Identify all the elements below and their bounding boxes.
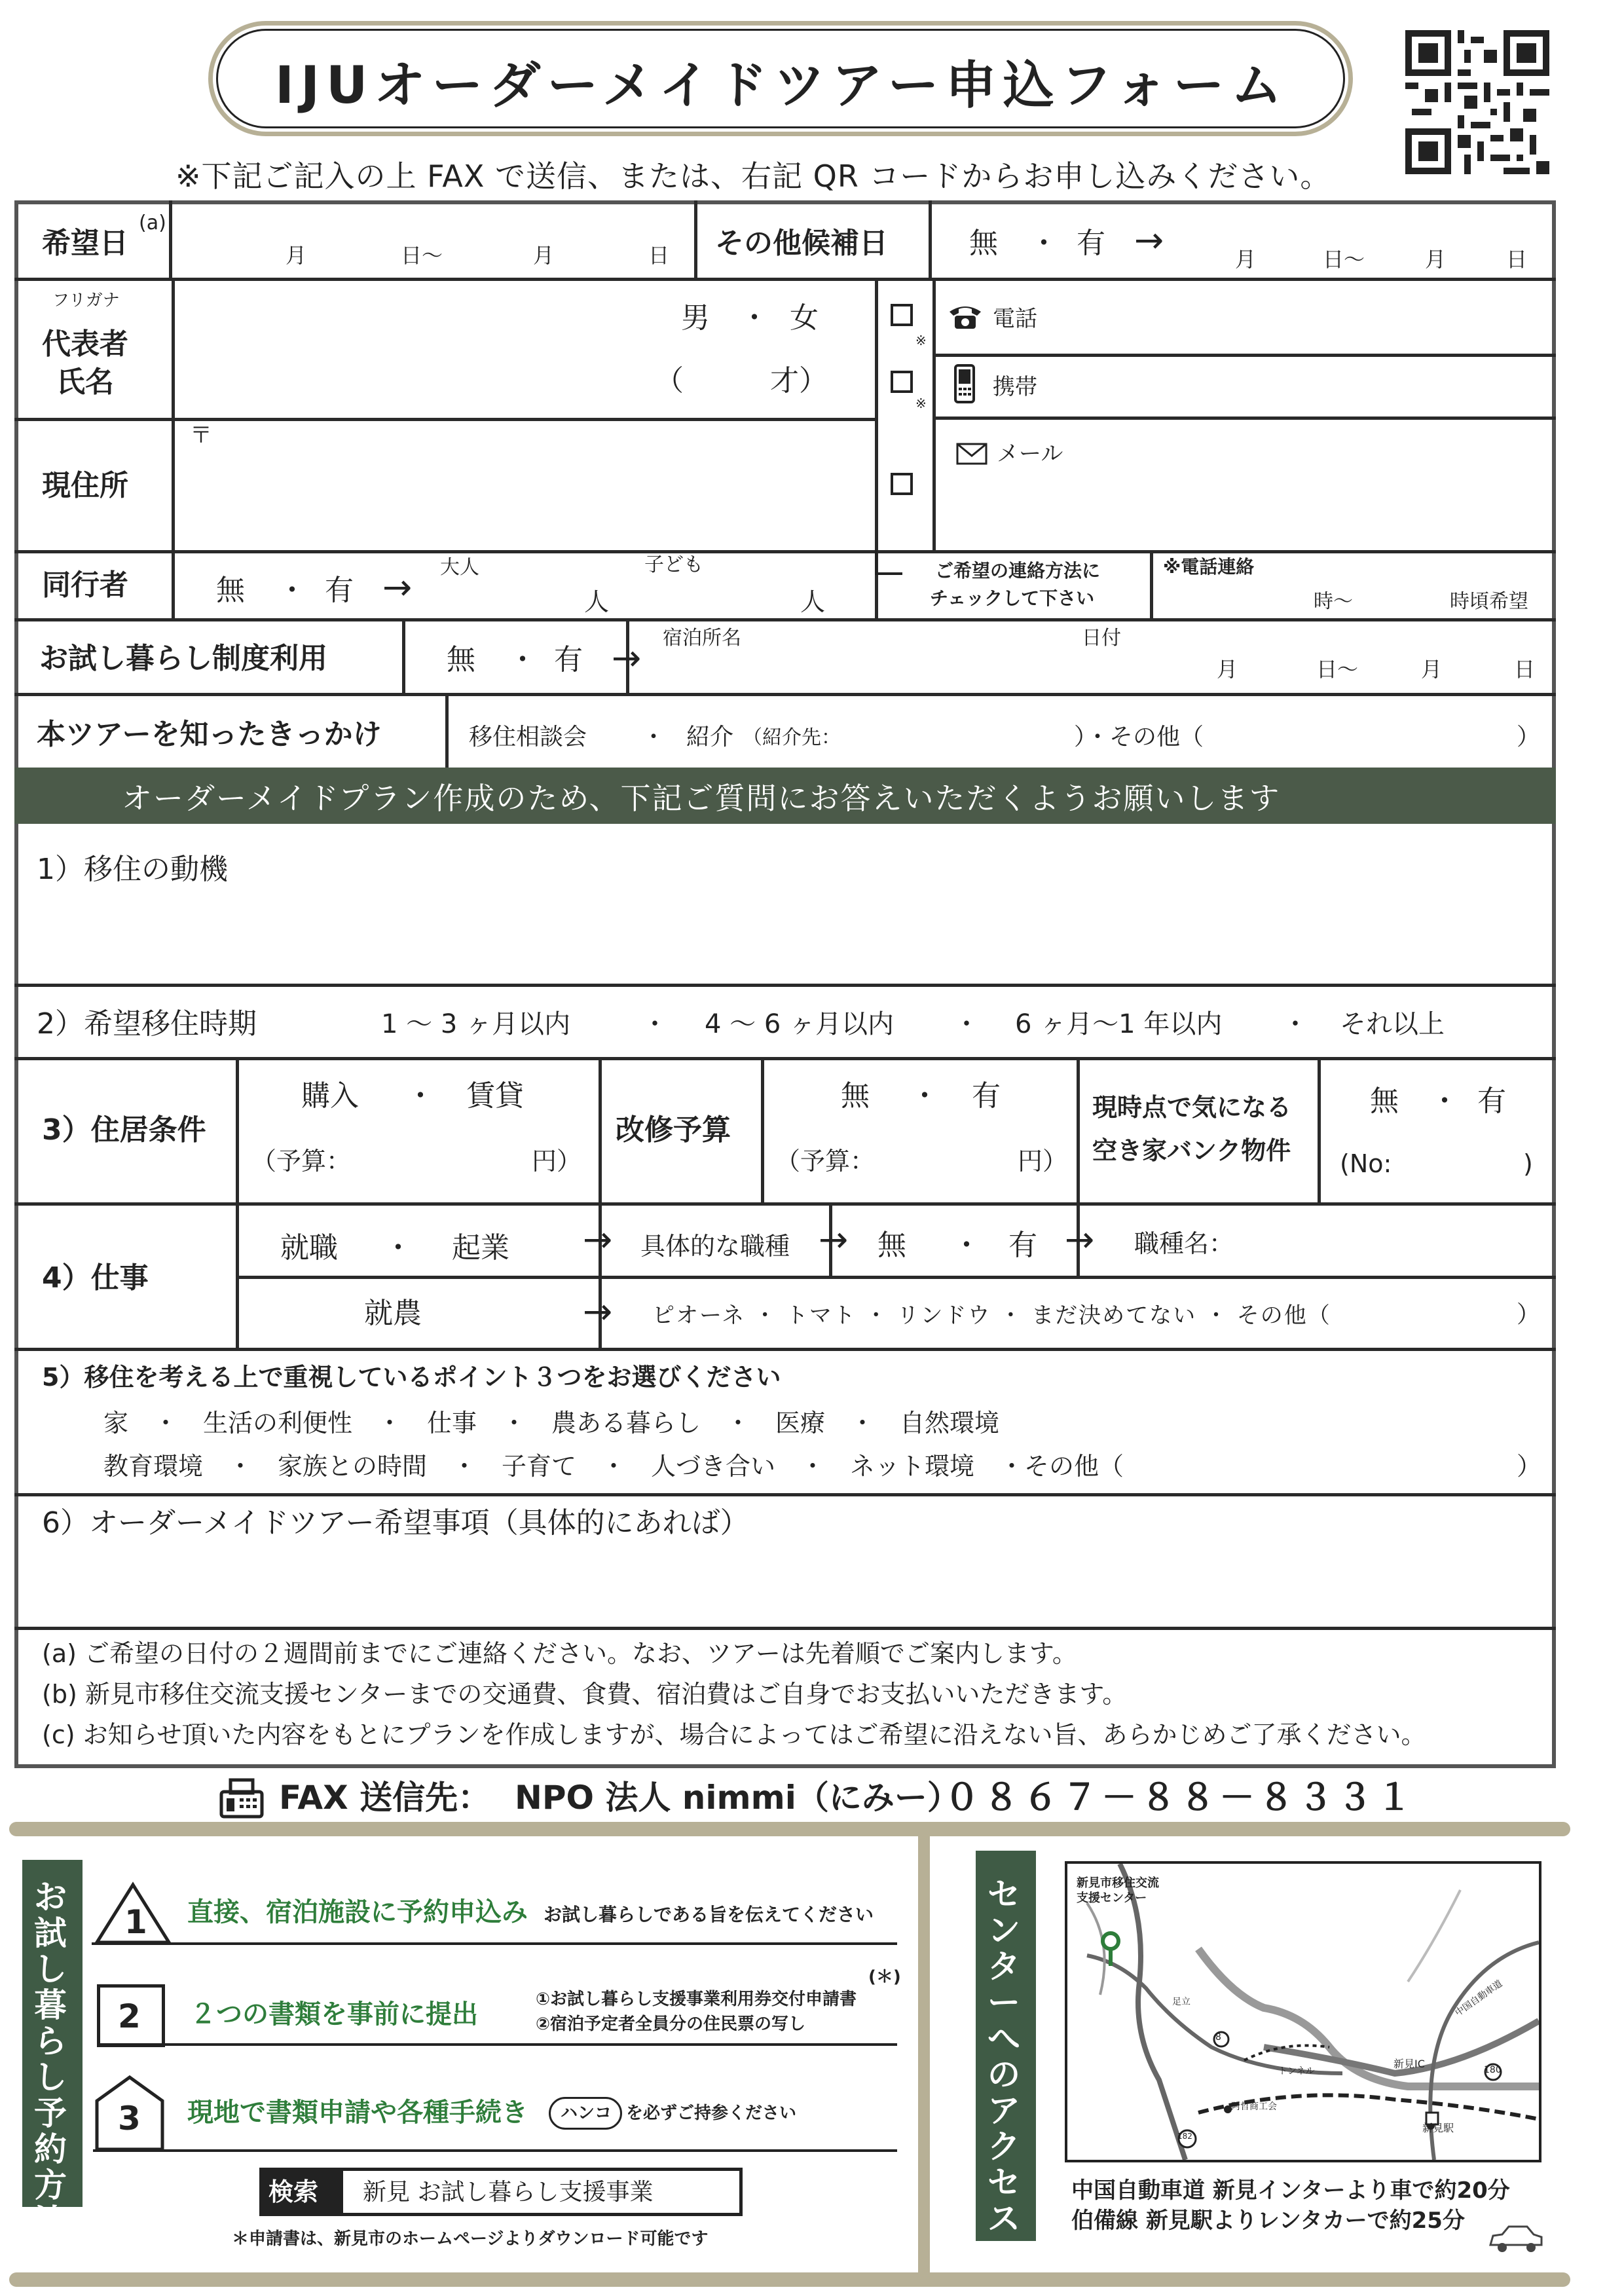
option-nashi[interactable]: 無	[877, 1229, 906, 1262]
row-divider	[14, 418, 877, 421]
col-divider	[172, 550, 175, 618]
q1-label: 1）移住の動機	[37, 853, 228, 886]
reservation-footnote: ＊申請書は、新見市のホームページよりダウンロード可能です	[232, 2229, 709, 2249]
akiya-label: 空き家バンク物件	[1092, 1136, 1291, 1165]
step-3-text: 現地で書類申請や各種手続き	[187, 2098, 528, 2128]
budget-yen: 円）	[1018, 1147, 1068, 1176]
lodging-label: 宿泊所名	[663, 627, 741, 650]
step-2-text: ２つの書類を事前に提出	[190, 1999, 478, 2029]
sep: ・	[642, 1009, 668, 1039]
step-number: 2	[118, 1997, 141, 2035]
row-divider	[14, 618, 1556, 621]
banner-text: オーダーメイドプラン作成のため、下記ご質問にお答えいただくようお願いします	[122, 781, 1281, 816]
mobile-checkbox[interactable]	[891, 371, 913, 393]
referral-open: （紹介先：	[743, 726, 841, 749]
adult-unit: 人	[584, 587, 610, 616]
map-label-r180: 180	[1484, 2065, 1502, 2075]
reform-label: 改修予算	[616, 1113, 731, 1147]
contact-note: チェックして下さい	[930, 587, 1095, 609]
q6-answer-area[interactable]	[26, 1548, 1532, 1620]
row-divider	[237, 1276, 1556, 1279]
search-label[interactable]: 検索	[268, 2177, 319, 2206]
step-2-sub: ②宿泊予定者全員分の住民票の写し	[536, 2014, 806, 2034]
option-startup[interactable]: 起業	[452, 1231, 509, 1265]
day-1: 日～	[1316, 657, 1359, 682]
access-title: センターへのアクセス	[987, 1876, 1020, 2238]
budget-open: （予算：	[775, 1147, 876, 1176]
sep: ・	[642, 724, 666, 750]
budget-open: （予算：	[251, 1147, 352, 1176]
mobile-icon	[953, 364, 976, 403]
arrow-icon: →	[1134, 219, 1164, 261]
option-ari[interactable]: 有	[1008, 1229, 1037, 1262]
search-text[interactable]: 新見 お試し暮らし支援事業	[363, 2179, 654, 2206]
label-kibobi: 希望日	[42, 227, 128, 260]
map-label-shoko: 阿哲商工会	[1231, 2102, 1277, 2112]
map-label-station: 新見駅	[1422, 2122, 1454, 2134]
month-4: 月	[1425, 247, 1447, 272]
label-other-dates: その他候補日	[715, 227, 888, 260]
map-label-ic: 新見IC	[1393, 2058, 1425, 2070]
mark: ※	[915, 396, 927, 411]
col-divider	[599, 1057, 602, 1202]
access-map	[1065, 1861, 1541, 2162]
mark: ※	[915, 333, 927, 348]
mail-label: メール	[997, 441, 1063, 467]
col-divider	[929, 200, 932, 278]
step-number: 3	[118, 2100, 141, 2138]
access-line: 中国自動車道 新見インターより車で約20分	[1071, 2177, 1510, 2204]
day-2: 日	[1514, 657, 1536, 682]
close-paren: ）	[1517, 1452, 1542, 1481]
option-female[interactable]: 女	[790, 301, 819, 335]
option-farm[interactable]: 就農	[364, 1297, 422, 1330]
step-underline	[97, 2043, 897, 2046]
option-buy[interactable]: 購入	[301, 1079, 359, 1113]
q2-option[interactable]: 6 ヶ月～1 年以内	[1015, 1009, 1223, 1039]
row-divider	[14, 550, 1556, 553]
map-label-center: 新見市移住交流 支援センター	[1077, 1876, 1159, 1906]
q5-label: 5）移住を考える上で重視しているポイント３つをお選びください	[42, 1363, 781, 1392]
phone-checkbox[interactable]	[891, 304, 913, 326]
label-address: 現住所	[42, 469, 128, 502]
close-paren: ）	[1517, 1301, 1541, 1328]
budget-yen: 円）	[532, 1147, 582, 1176]
day-2: 日	[648, 243, 670, 268]
phone-icon	[947, 303, 984, 331]
bracket-line	[875, 550, 902, 575]
month-2: 月	[1421, 657, 1443, 682]
option-nashi[interactable]: 無	[969, 227, 998, 260]
sep: ・	[740, 301, 769, 335]
q2-option[interactable]: 4 ～ 6 ヶ月以内	[705, 1009, 895, 1039]
reservation-title: お試し暮らし予約方法	[34, 1878, 67, 2240]
label-shimei: 氏名	[56, 365, 114, 399]
referral-close: ）・その他（	[1074, 724, 1204, 750]
option-ari[interactable]: 有	[554, 643, 583, 676]
col-divider	[761, 1057, 764, 1202]
sep: ・	[278, 574, 306, 607]
row-divider	[14, 1057, 1556, 1060]
sep: ・	[508, 643, 537, 676]
q3-label: 3）住居条件	[42, 1113, 206, 1147]
option-ari[interactable]: 有	[1477, 1084, 1506, 1118]
note-a: (a)	[139, 212, 166, 234]
no-open: (No:	[1340, 1149, 1392, 1178]
arrow-icon: →	[583, 1291, 613, 1332]
step-underline	[92, 1942, 897, 1945]
child-unit: 人	[800, 587, 826, 616]
col-divider	[1150, 550, 1153, 618]
map-label-tunnel: トンネル	[1278, 2066, 1315, 2077]
row-divider	[14, 278, 1556, 281]
option-seminar[interactable]: 移住相談会	[469, 724, 587, 750]
col-divider	[1077, 1057, 1080, 1202]
sep: ・	[953, 1009, 980, 1039]
map-label-r182: 182	[1177, 2132, 1192, 2141]
col-divider	[1318, 1057, 1321, 1202]
option-male[interactable]: 男	[681, 301, 710, 335]
close-paren: ）	[1517, 724, 1541, 750]
col-divider	[694, 200, 697, 278]
option-referral[interactable]: 紹介	[686, 724, 734, 750]
note: (c) お知らせ頂いた内容をもとにプランを作成しますが、場合によってはご希望に沿えない旨、あらかじめご了承ください。	[42, 1720, 1426, 1749]
fax-org: NPO 法人 nimmi（にみー）	[515, 1779, 960, 1817]
day-1: 日～	[401, 243, 443, 268]
fax-number: ０８６７－８８－８３３１	[944, 1777, 1416, 1818]
q2-option[interactable]: それ以上	[1340, 1009, 1445, 1039]
note: (a) ご希望の日付の２週間前までにご連絡ください。なお、ツアーは先着順でご案内します。	[42, 1639, 1077, 1668]
option-nashi[interactable]: 無	[841, 1079, 870, 1113]
map-label-highway: 中国自動車道	[1453, 1978, 1505, 2019]
specific-label: 具体的な職種	[640, 1232, 790, 1261]
arrow-icon: →	[583, 1219, 613, 1260]
step-underline	[93, 2149, 897, 2152]
phone-label: 電話	[993, 306, 1037, 332]
time-to: 時頃希望	[1450, 590, 1528, 613]
mobile-label: 携帯	[993, 374, 1037, 400]
col-divider	[169, 200, 172, 278]
col-divider	[172, 278, 175, 550]
option-ari[interactable]: 有	[325, 574, 354, 607]
day-3: 日～	[1323, 247, 1365, 272]
instruction-text: ※下記ご記入の上 FAX で送信、または、右記 QR コードからお申し込みください。	[175, 158, 1331, 194]
tan-bar	[9, 1822, 1570, 1836]
q2-label: 2）希望移住時期	[37, 1007, 257, 1041]
col-divider	[875, 278, 878, 550]
sep: ・	[910, 1079, 939, 1113]
contact-note: ご希望の連絡方法に	[935, 560, 1101, 582]
q5-line[interactable]: 家 ・ 生活の利便性 ・ 仕事 ・ 農ある暮らし ・ 医療 ・ 自然環境	[103, 1409, 1000, 1437]
page-title: IJUオーダーメイドツアー申込フォーム	[275, 56, 1289, 115]
label-trial: お試し暮らし制度利用	[39, 642, 327, 675]
q2-option[interactable]: 1 ～ 3 ヶ月以内	[381, 1009, 571, 1039]
row-divider	[934, 354, 1556, 357]
row-divider	[14, 693, 1556, 696]
adult-label: 大人	[440, 556, 479, 579]
row-divider	[934, 417, 1556, 420]
day-4: 日	[1506, 247, 1528, 272]
row-divider	[14, 984, 1556, 987]
month-1: 月	[286, 243, 307, 268]
option-nashi[interactable]: 無	[216, 574, 245, 607]
col-divider	[236, 1057, 239, 1202]
col-divider	[236, 1202, 239, 1348]
sep: ・	[384, 1231, 413, 1265]
jobname-label: 職種名：	[1134, 1229, 1234, 1258]
arrow-icon: →	[382, 566, 413, 608]
row-divider	[14, 1627, 1556, 1630]
tan-bar	[9, 2272, 1570, 2287]
furigana-label: フリガナ	[52, 291, 120, 310]
step-number: 1	[124, 1903, 147, 1941]
tan-divider	[918, 1827, 930, 2286]
month-3: 月	[1235, 247, 1257, 272]
col-divider	[402, 618, 405, 693]
q5-line[interactable]: 教育環境 ・ 家族との時間 ・ 子育て ・ 人づき合い ・ ネット環境 ・その他（	[103, 1452, 1124, 1481]
phone-contact-label: ※電話連絡	[1163, 556, 1255, 578]
no-close: )	[1523, 1149, 1533, 1178]
map-label-ashidachi: 足立	[1172, 1997, 1190, 2007]
car-icon	[1486, 2223, 1545, 2255]
month-1: 月	[1217, 657, 1238, 682]
step-1-text: 直接、宿泊施設に予約申込み	[187, 1897, 528, 1927]
option-rent[interactable]: 賃貸	[466, 1079, 524, 1113]
q4-label: 4）仕事	[42, 1261, 149, 1295]
row-divider	[14, 1348, 1556, 1351]
mail-checkbox[interactable]	[891, 473, 913, 495]
qr-code-icon	[1405, 30, 1549, 174]
access-line: 伯備線 新見駅よりレンタカーで約25分	[1071, 2208, 1465, 2234]
row-divider	[14, 1493, 1556, 1496]
mail-icon	[956, 443, 987, 465]
label-companion: 同行者	[42, 568, 128, 602]
month-2: 月	[533, 243, 555, 268]
time-from: 時～	[1314, 590, 1353, 613]
hanko-label: ハンコ	[561, 2103, 612, 2123]
arrow-icon: →	[819, 1219, 849, 1260]
age-field[interactable]: （ 才）	[655, 364, 828, 398]
crop-options[interactable]: ピオーネ ・ トマト ・ リンドウ ・ まだ決めてない ・ その他（	[652, 1303, 1331, 1329]
q6-label: 6）オーダーメイドツアー希望事項（具体的にあれば）	[42, 1506, 749, 1540]
step-2-mark: (＊)	[868, 1967, 901, 1987]
sep: ・	[1029, 227, 1058, 260]
step-1-sub: お試し暮らしである旨を伝えてください	[544, 1904, 874, 1925]
row-divider	[14, 1202, 1556, 1206]
map-label-r8: 8	[1215, 2032, 1221, 2043]
arrow-icon: →	[612, 637, 642, 678]
child-label: 子ども	[644, 553, 703, 576]
col-divider	[445, 693, 449, 768]
step-2-sub: ①お試し暮らし支援事業利用券交付申請書	[536, 1990, 857, 2009]
option-ari[interactable]: 有	[1077, 227, 1105, 260]
label-trigger: 本ツアーを知ったきっかけ	[37, 718, 382, 751]
fax-icon	[219, 1777, 265, 1819]
step-3-sub: を必ずご持参ください	[626, 2103, 797, 2123]
option-nashi[interactable]: 無	[447, 643, 475, 676]
date-label: 日付	[1082, 627, 1121, 650]
option-job[interactable]: 就職	[280, 1231, 338, 1265]
option-ari[interactable]: 有	[972, 1079, 1001, 1113]
fax-label: FAX 送信先：	[279, 1779, 491, 1817]
postal-mark: 〒	[190, 422, 212, 449]
sep: ・	[952, 1229, 981, 1262]
sep: ・	[1282, 1009, 1308, 1039]
sep: ・	[1430, 1084, 1459, 1118]
q1-answer-area[interactable]	[26, 897, 1532, 976]
akiya-label: 現時点で気になる	[1092, 1093, 1292, 1122]
col-divider	[932, 278, 936, 550]
label-daihyosha: 代表者	[42, 327, 128, 361]
option-nashi[interactable]: 無	[1370, 1084, 1399, 1118]
sep: ・	[406, 1079, 435, 1113]
arrow-icon: →	[1065, 1219, 1095, 1260]
note: (b) 新見市移住交流支援センターまでの交通費、食費、宿泊費はご自身でお支払いいただきます。	[42, 1680, 1128, 1709]
